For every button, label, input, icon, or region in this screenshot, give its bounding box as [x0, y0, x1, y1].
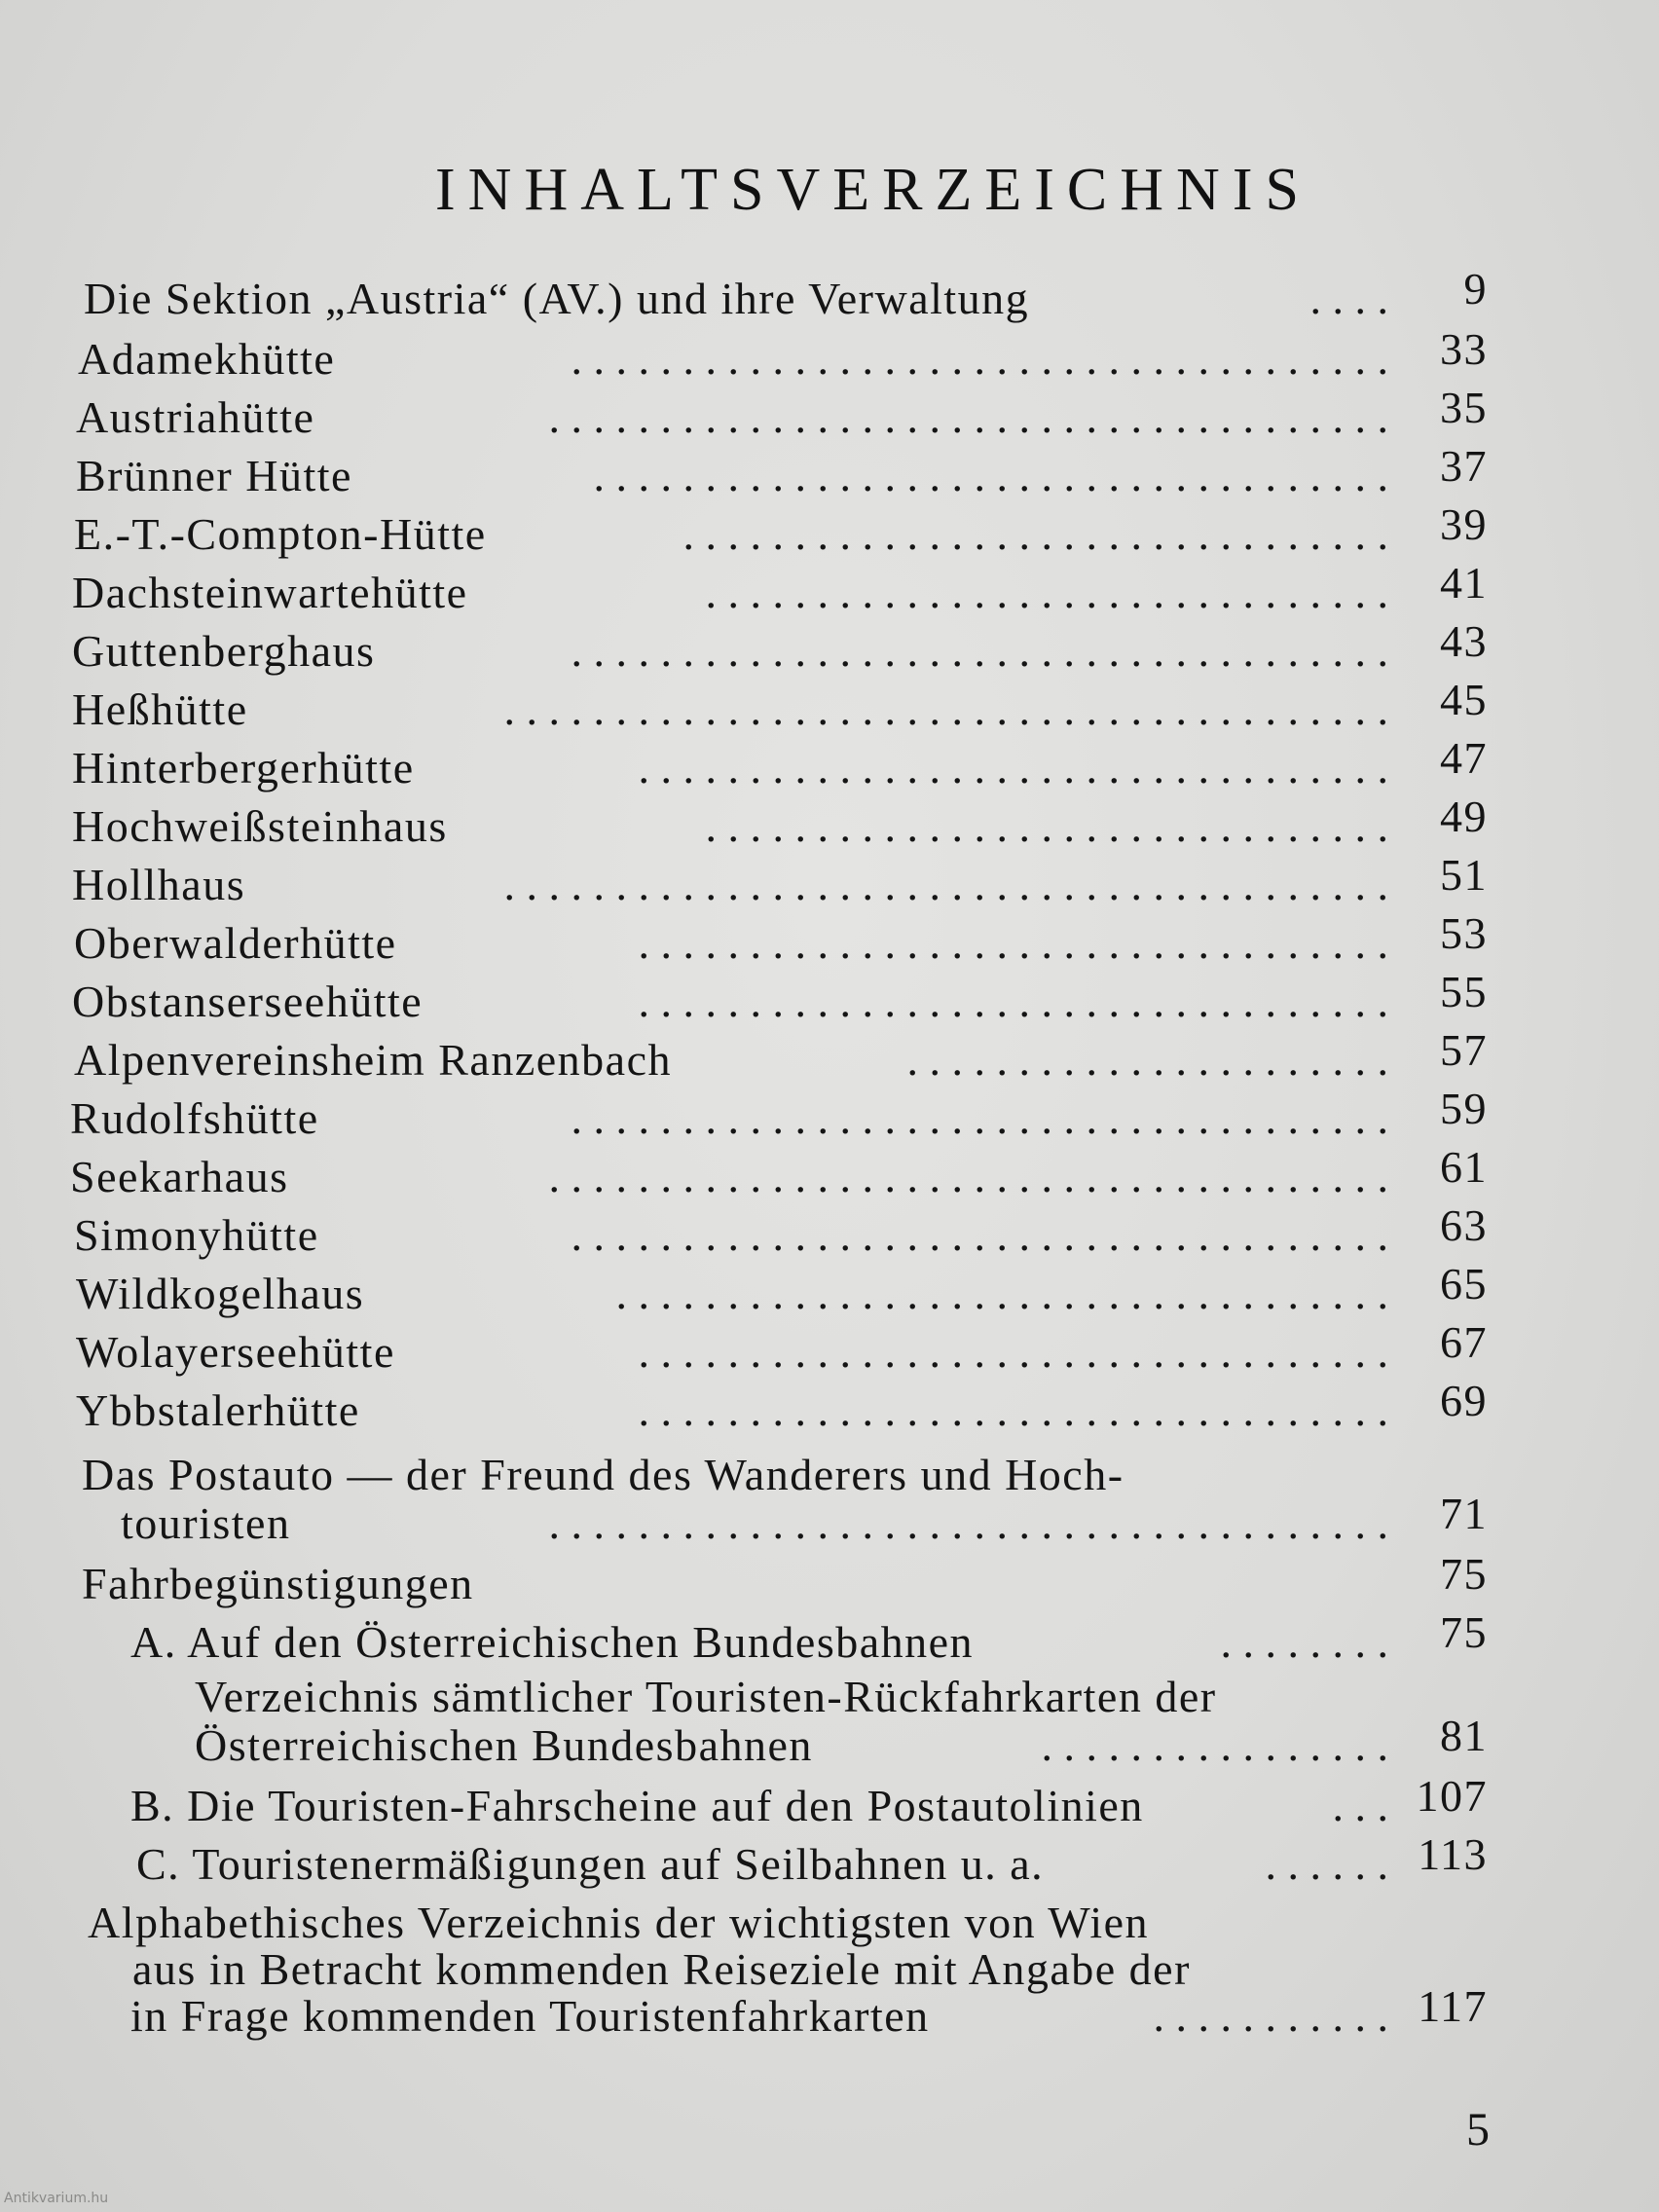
toc-entry-label: Österreichischen Bundesbahnen	[195, 1720, 813, 1770]
toc-entry-page: 47	[1440, 733, 1488, 783]
toc-entry-label: Simonyhütte	[74, 1210, 319, 1260]
toc-entry-label: Alphabethisches Verzeichnis der wichtigsten von Wien	[88, 1898, 1150, 1947]
leader-dots: . . . . . . . . . . . . . . . . . . . . . . . . . . . . . . . . . . . . .	[571, 1213, 1388, 1258]
toc-entry-page: 113	[1418, 1829, 1488, 1879]
toc-entry-label: Die Sektion „Austria“ (AV.) und ihre Verwaltung	[84, 274, 1030, 323]
toc-entry-label: Rudolfshütte	[70, 1093, 319, 1143]
leader-dots: . . . . . . . . . . . . . . . . . . . . . . . . . . . . . . . . . .	[638, 1388, 1388, 1433]
toc-entry-page: 53	[1440, 908, 1488, 958]
leader-dots: . . . . . . . . . . . . . . . . . . . . . . . . . . . . . . . . . . . . .	[571, 337, 1388, 382]
toc-entry-page: 81	[1440, 1711, 1488, 1760]
leader-dots: . . . . . . . . . . . . . . . . . . . . . . . . . . . . . . . .	[682, 512, 1388, 557]
toc-entry-page: 35	[1440, 383, 1488, 432]
toc-entry-page: 33	[1440, 324, 1488, 374]
watermark: Antikvarium.hu	[4, 2191, 109, 2206]
toc-entry-label: Obstanserseehütte	[72, 977, 424, 1026]
leader-dots: . . . . . . . . . . . . . . . . . . . . . . . . . . . . . . . . . . . . . . . .	[503, 687, 1388, 732]
toc-entry-page: 51	[1440, 850, 1488, 900]
toc-entry-label: E.-T.-Compton-Hütte	[74, 509, 487, 559]
leader-dots: . . . . . . . . . . . . . . . . . . . . . . . . . . . . . . . . . .	[638, 1330, 1388, 1375]
toc-entry-label: C. Touristenermäßigungen auf Seilbahnen u. a.	[136, 1839, 1045, 1889]
page-title: INHALTSVERZEICHNIS	[435, 157, 1311, 223]
toc-entry-label: Ybbstalerhütte	[76, 1385, 360, 1435]
toc-entry-page: 63	[1440, 1200, 1488, 1250]
toc-entry-page: 75	[1440, 1607, 1488, 1657]
leader-dots: . . . .	[1309, 276, 1388, 321]
toc-entry-label: Wolayerseehütte	[76, 1327, 395, 1377]
toc-entry-label: touristen	[121, 1498, 291, 1548]
toc-entry-page: 45	[1440, 675, 1488, 724]
page-number: 5	[1466, 2104, 1490, 2156]
toc-entry-label: Fahrbegünstigungen	[82, 1559, 474, 1608]
leader-dots: . . . . . . . . . . . . . . . . . . . . . . . . . . . . . . . . . .	[638, 746, 1388, 791]
toc-entry-label: A. Auf den Österreichischen Bundesbahnen	[130, 1617, 975, 1667]
toc-entry-page: 65	[1440, 1259, 1488, 1309]
toc-entry-page: 55	[1440, 967, 1488, 1016]
toc-entry-page: 37	[1440, 441, 1488, 491]
toc-entry-label: Hinterbergerhütte	[72, 743, 415, 793]
toc-entry-page: 57	[1440, 1025, 1488, 1075]
leader-dots: . . . . . . . . . . . . . . . . . . . . . . . . . . . . . . . . . . . .	[593, 454, 1388, 498]
toc-entry-label: Seekarhaus	[70, 1152, 289, 1201]
leader-dots: . . . . . . . .	[1220, 1620, 1388, 1665]
leader-dots: . . . . . . . . . . . . . . . .	[1041, 1723, 1388, 1768]
toc-entry-label: Austriahütte	[76, 392, 315, 442]
leader-dots: . . . . . . . . . . . . . . . . . . . . . . . . . . . . . . . . . .	[638, 921, 1388, 966]
toc-entry-label: Das Postauto — der Freund des Wanderers und Hoch-	[82, 1450, 1124, 1499]
toc-entry-page: 69	[1440, 1376, 1488, 1425]
toc-entry-page: 71	[1440, 1489, 1488, 1538]
toc-entry-page: 61	[1440, 1142, 1488, 1192]
toc-entry-page: 107	[1416, 1771, 1488, 1821]
leader-dots: . . . . . . . . . . . . . . . . . . . . . . . . . . . . . . . . . . .	[615, 1272, 1388, 1316]
leader-dots: . . . . . . . . . . . . . . . . . . . . . . . . . . . . . . . . . . . . . . . .	[503, 863, 1388, 907]
toc-entry-page: 43	[1440, 616, 1488, 666]
toc-entry-label: B. Die Touristen-Fahrscheine auf den Postautolinien	[130, 1781, 1144, 1830]
leader-dots: . . . . . . . . . . . . . . . . . . . . . .	[906, 1038, 1388, 1083]
toc-entry-label: Guttenberghaus	[72, 626, 376, 676]
leader-dots: . . . . . . . . . . . . . . . . . . . . . . . . . . . . . . . . . . . . . .	[548, 1501, 1388, 1546]
toc-entry-page: 117	[1418, 1981, 1488, 2031]
toc-entry-label: Hochweißsteinhaus	[72, 801, 448, 851]
toc-entry-page: 9	[1463, 264, 1488, 313]
toc-entry-label: Alpenvereinsheim Ranzenbach	[74, 1035, 672, 1085]
toc-entry-page: 59	[1440, 1084, 1488, 1133]
toc-entry-label: in Frage kommenden Touristenfahrkarten	[130, 1991, 930, 2041]
toc-entry-label: Verzeichnis sämtlicher Touristen-Rückfahrkarten der	[195, 1672, 1217, 1721]
leader-dots: . . . . . . . . . . . . . . . . . . . . . . . . . . . . . . . . . .	[638, 979, 1388, 1024]
toc-entry-label: Dachsteinwartehütte	[72, 568, 468, 617]
toc-entry-page: 75	[1440, 1549, 1488, 1599]
toc-entry-page: 41	[1440, 558, 1488, 608]
leader-dots: . . . . . . . . . . . . . . . . . . . . . . . . . . . . . . . . . . . . .	[571, 1096, 1388, 1141]
toc-entry-label: aus in Betracht kommenden Reiseziele mit Angabe der	[132, 1944, 1191, 1994]
toc-entry-page: 67	[1440, 1317, 1488, 1367]
toc-entry-page: 49	[1440, 792, 1488, 841]
leader-dots: . . . . . .	[1265, 1842, 1388, 1887]
leader-dots: . . . . . . . . . . . . . . . . . . . . . . . . . . . . . . . . . . . . .	[571, 629, 1388, 674]
leader-dots: . . . . . . . . . . . . . . . . . . . . . . . . . . . . . . .	[705, 571, 1388, 615]
leader-dots: . . . . . . . . . . . . . . . . . . . . . . . . . . . . . . . . . . . . . .	[548, 1155, 1388, 1199]
toc-entry-label: Heßhütte	[72, 684, 248, 734]
leader-dots: . . . . . . . . . . .	[1153, 1994, 1388, 2039]
toc-entry-label: Wildkogelhaus	[76, 1269, 365, 1318]
toc-entry-label: Brünner Hütte	[76, 451, 352, 500]
toc-entry-label: Oberwalderhütte	[74, 918, 397, 968]
leader-dots: . . .	[1332, 1784, 1388, 1828]
toc-entry-label: Hollhaus	[72, 860, 246, 909]
leader-dots: . . . . . . . . . . . . . . . . . . . . . . . . . . . . . . .	[705, 804, 1388, 849]
leader-dots: . . . . . . . . . . . . . . . . . . . . . . . . . . . . . . . . . . . . . .	[548, 395, 1388, 440]
toc-entry-label: Adamekhütte	[78, 334, 336, 384]
toc-entry-page: 39	[1440, 499, 1488, 549]
